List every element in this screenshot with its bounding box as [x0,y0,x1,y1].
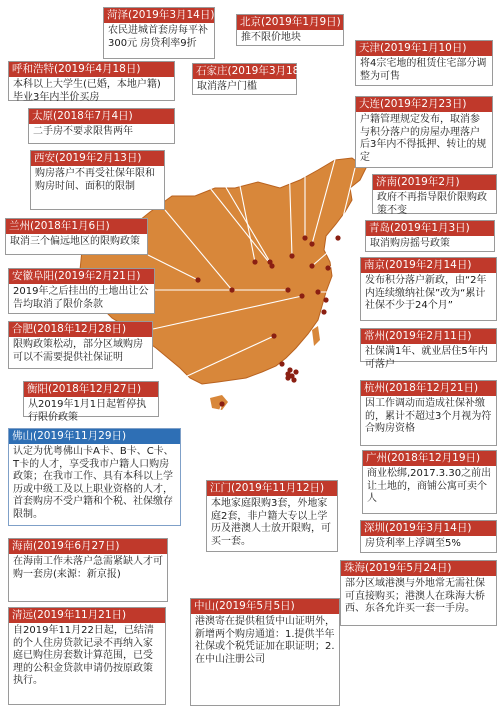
city-marker-heze [252,259,257,264]
callout-fuyang [8,268,155,314]
callout-body: 限购政策松动，部分区域购房可以不需要提供社保证明 [13,339,143,363]
callout-qingdao [365,220,495,252]
callout-body: 因工作调动而造成社保补缴的，累计不超过3个月视为符合购房资格 [365,398,492,434]
callout-body: 取消购房摇号政策 [370,238,450,249]
callout-header: 佛山(2019年11月29日) [9,429,180,444]
callout-body: 部分区域港澳与外地常无需社保可直接购买；港澳人在珠海大桥西、东各允许买一套一手房。 [345,578,485,614]
callout-header: 菏泽(2019年3月14日) [104,8,214,23]
callout-header: 常州(2019年2月11日) [361,329,496,344]
callout-header: 合肥(2018年12月28日) [9,322,152,337]
callout-body: 农民进城首套房每平补300元 房贷利率9折 [108,25,208,49]
callout-body: 在海南工作未落户急需紧缺人才可购一套房(来源：新京报) [13,556,163,580]
city-marker-jinan [309,263,314,268]
callout-nanjing [360,257,497,321]
callout-body: 本地家庭限购3套，外地家庭2套，非户籍大专以上学历及港澳人士放开限购，可买一套。 [211,498,331,547]
callout-body: 取消落户门槛 [197,81,257,92]
city-marker-tianjin [309,241,314,246]
callout-jiangmen [206,480,338,552]
city-marker-guangzhou [287,367,292,372]
city-marker-hangzhou [321,309,326,314]
callout-header: 兰州(2018年1月6日) [6,219,147,234]
callout-huhehaote [8,61,175,101]
callout-header: 南京(2019年2月14日) [361,258,496,273]
callout-taiyuan [28,108,175,144]
leader-line-hangzhou [324,312,360,388]
callout-header: 广州(2018年12月19日) [363,451,496,466]
callout-body: 取消三个偏远地区的限购政策 [10,236,140,247]
callout-body: 户籍管理规定发布，取消参与积分落户的房屋办理落户后3年内不得抵押、转让的规定 [360,114,487,163]
city-marker-xian [229,287,234,292]
city-marker-changzhou [323,297,328,302]
callout-header: 天津(2019年1月10日) [356,41,492,56]
callout-foshan [8,428,181,526]
city-marker-shijiazhuang [289,253,294,258]
callout-header: 中山(2019年5月5日) [191,599,339,614]
callout-header: 石家庄(2019年3月18日) [193,64,296,79]
callout-shenzhen [360,520,497,553]
callout-body: 本科以上大学生(已婚，本地户籍)毕业3年内半价买房 [13,79,161,103]
callout-body: 将4宗宅地的租赁住宅部分调整为可售 [360,58,487,82]
city-marker-lanzhou [195,277,200,282]
callout-header: 江门(2019年11月12日) [207,481,337,496]
callout-body: 自2019年11月22日起，已结清的个人住房贷款记录不再纳入家庭已购住房套数计算范围，已受理的公积金贷款申请仍按原政策执行。 [13,625,154,686]
callout-zhongshan [190,598,340,706]
callout-hefei [8,321,153,369]
taiwan-island-shape [312,326,320,346]
callout-jinan [372,174,497,214]
callout-header: 太原(2018年7月4日) [29,109,174,124]
callout-header: 杭州(2018年12月21日) [361,381,496,396]
callout-shijiazhuang [192,63,314,95]
callout-qingyuan [8,607,166,705]
city-marker-qingyuan [279,361,284,366]
callout-header: 清远(2019年11月21日) [9,608,165,623]
city-marker-hefei [299,293,304,298]
callout-body: 商业松绑,2017.3.30之前出让土地的，商铺公寓可卖个人 [367,468,492,504]
callout-body: 政府不再指导限价限购政策不变 [377,192,487,216]
callout-body: 从2019年1月1日起暂停执行限价政策 [28,399,147,423]
callout-body: 推不限价地块 [241,32,301,43]
city-marker-zhongshan [289,373,294,378]
callout-header: 衡阳(2018年12月27日) [24,382,158,397]
callout-lanzhou [5,218,148,255]
city-marker-beijing [302,235,307,240]
callout-header: 海南(2019年6月27日) [9,539,167,554]
hainan-island-shape [210,395,228,410]
callout-header: 济南(2019年2月) [373,175,496,190]
callout-body: 认定为优粤佛山卡A卡、B卡、C卡、T卡的人才，享受我市户籍人口购房政策；在我市工作、具有本科以上学历或中级工及以上职业资格的人才，首套购房不受户籍和个税、社保缴存限制。 [13,446,174,520]
callout-header: 呼和浩特(2019年4月18日) [9,62,174,77]
city-marker-shenzhen [293,369,298,374]
callout-header: 北京(2019年1月9日) [237,15,343,30]
callout-hainan [8,538,168,602]
callout-header: 青岛(2019年1月3日) [366,221,494,236]
callout-body: 二手房不要求限售两年 [33,126,133,137]
callout-body: 社保满1年、就业居住5年内可落户 [365,346,488,370]
callout-tianjin [355,40,493,86]
leader-line-changzhou [326,300,360,336]
leader-line-foshan [181,374,288,436]
city-marker-fuyang [285,287,290,292]
callout-header: 西安(2019年2月13日) [31,151,164,166]
callout-header: 大连(2019年2月23日) [356,97,492,112]
callout-body: 房贷利率上浮调至5% [365,538,461,549]
callout-body: 2019年之后挂出的土地出让公告均取消了限价条款 [13,286,149,310]
callout-header: 珠海(2019年5月24日) [341,561,496,576]
callout-body: 港澳寄在提供租赁中山证明外，新增两个购房通道：1.提供半年社保或个税凭证加在职证明；2.在中山注册公司 [195,616,335,665]
callout-guangzhou [362,450,497,514]
callout-heze [103,7,215,59]
callout-beijing [236,14,344,46]
city-marker-hainan [219,401,224,406]
callout-xian [30,150,165,210]
callout-hengyang [23,381,159,423]
callout-header: 深圳(2019年3月14日) [361,521,496,536]
callout-body: 发布积分落户新政，由“2年内连续缴纳社保”改为“累计社保不少于24个月” [365,275,487,311]
city-marker-hengyang [271,333,276,338]
callout-hangzhou [360,380,497,446]
callout-zhuhai [340,560,497,626]
city-marker-nanjing [315,289,320,294]
callout-changzhou [360,328,497,370]
callout-body: 购房落户不再受社保年限和购房时间、面积的限制 [35,168,155,192]
city-marker-qingdao [325,265,330,270]
city-marker-taiyuan [269,263,274,268]
callout-header: 安徽阜阳(2019年2月21日) [9,269,154,284]
callout-dalian [355,96,493,168]
city-marker-dalian [335,235,340,240]
